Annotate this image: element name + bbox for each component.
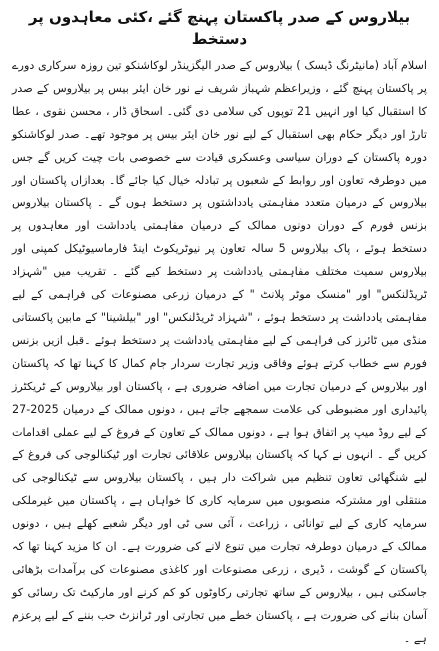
article-body: اسلام آباد (مانیٹرنگ ڈیسک ) بیلاروس کے صدر الیگزینڈر لوکاشنکو تین روزہ سرکاری دورے پر پاکستان پہنچ گئے ، وزیراعظم شہباز شریف نے نور خان ایئر بیس پر بیلاروس کے صدر کا استقبال کیا اور انہیں 21 توپوں کی سلامی دی گئی۔ اسحاق ڈار ، محسن نقوی ، عطا تارڑ اور دیگر حکام بھی استقبال کے لیے نور خان ایئر بیس پر موجود تھے۔ صدر لوکاشنکو دورہ پاکستان کے دوران سیاسی وعسکری قیادت سے خصوصی بات چیت کریں گے جس میں دوطرفہ تعاون اور روابط کے شعبوں پر تبادلہ خیال کیا جائے گا۔ بعدازاں پاکستان اور بیلاروس کے درمیان متعدد مفاہمتی یادداشتوں پر دستخط ہوں گے ۔ پاکستان بیلاروس بزنس فورم کے دوران دونوں ممالک کے درمیان مفاہمتی یادداشت اور معاہدوں پر دستخط ہوئے ، پاک بیلاروس 5 سالہ تعاون پر نیوٹریکوٹ اینڈ فارماسیوٹیکل کمپنی اور بیلاروس سمیت مختلف مفاہمتی یادداشت پر دستخط کیے گئے ۔ تقریب میں "شہزاد ٹریڈلنکس" اور "منسک موٹر پلانٹ " کے درمیان زرعی مصنوعات کی فراہمی کے لیے مفاہمتی یادداشت پر دستخط ہوئے ، "شہزاد ٹریڈلنکس" اور "بیلشینا" کے مابین پاکستانی منڈی میں ٹائرز کی فراہمی کے لیے مفاہمتی یادداشت پر دستخط ہوئے ۔قبل ازیں بزنس فورم سے خطاب کرتے ہوئے وفاقی وزیر تجارت سردار جام کمال کا کہنا تھا کہ پاکستان اور بیلاروس کے درمیان تجارت میں اضافہ ضروری ہے ، پاکستان اور بیلاروس کے ٹریکٹرز پائیداری اور مضبوطی کی علامت سمجھے جاتے ہیں ، دونوں ممالک کے درمیان 2025-27 کے لیے روڈ میپ پر اتفاق ہوا ہے ، دونوں ممالک کے تعاون کے فروغ کے لیے عملی اقدامات کریں گے ۔ انہوں نے کہا کہ پاکستان بیلاروس علاقائی تجارت اور ٹیکنالوجی کی فروغ کے لیے شنگھائی تعاون تنظیم میں شراکت دار ہیں ، پاکستان بیلاروس سے ٹیکنالوجی کی منتقلی اور مشترکہ منصوبوں میں سرمایہ کاری کا خواہاں ہے ، پاکستان میں غیرملکی سرمایہ کاری کے لیے توانائی ، زراعت ، آئی سی ٹی اور دیگر شعبے کھلے ہیں ، دونوں ممالک کے درمیان دوطرفہ تجارت میں تنوع لانے کی ضرورت ہے۔ ان کا مزید کہنا تھا کہ پاکستان کے گوشت ، ڈیری ، زرعی مصنوعات اور کاغذی مصنوعات کی برآمدات بڑھائی جاسکتی ہیں ، بیلاروس کے ساتھ تجارتی رکاوٹوں کو کم کرنے اور مارکیٹ تک رسائی کو آسان بنانے کی ضرورت ہے ، پاکستان خطے میں تجارتی اور ٹرانزٹ حب بننے کے لیے پرعزم ہے ۔ xyxy=(12,59,427,645)
article-headline: بیلاروس کے صدر پاکستان پہنچ گئے ،کئی معاہدوں پر دستخط xyxy=(28,8,411,48)
